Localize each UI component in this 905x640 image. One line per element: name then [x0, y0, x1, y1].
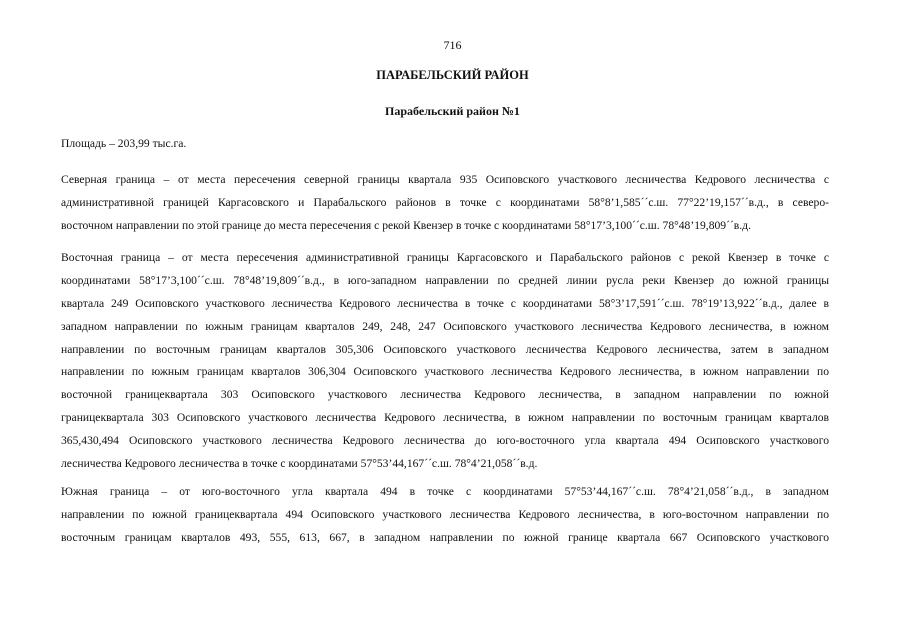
subsection-title: Парабельский район №1: [385, 104, 520, 118]
east-border-line: направлении по восточным границам кварталов 305,306 Осиповского участкового лесничества Кедрового лесничества, затем в западном: [61, 342, 829, 356]
north-border-line: восточном направлении по этой границе до места пересечения с рекой Квензер в точке с координатами 58°17’3,100´´с.ш. 78°48’19,809´´в.д.: [61, 218, 751, 232]
north-border-line: административной границей Каргасовского и Парабальского районов в точке с координатами 58°8’1,585´´с.ш. 77°22’19,157´´в.д., в северо-: [61, 195, 829, 209]
area-paragraph: [61, 133, 829, 156]
east-border-line: лесничества Кедрового лесничества в точке с координатами 57°53’44,167´´с.ш. 78°4’21,058´´в.д.: [61, 457, 538, 471]
section-title: ПАРАБЕЛЬСКИЙ РАЙОН: [376, 68, 529, 82]
east-border-line: 365,430,494 Осиповского участкового лесничества Кедрового лесничества до юго-восточного угла квартала 494 Осиповского участкового: [61, 434, 829, 448]
south-border-line: направлении по южной границеквартала 494 Осиповского участкового лесничества Кедрового лесничества, в юго-восточном направлении по: [61, 507, 829, 521]
east-border-line: направлении по южным границам кварталов 306,304 Осиповского участкового лесничества Кедрового лесничества, в южном направлении по: [61, 365, 829, 379]
area-line: Площадь – 203,99 тыс.га.: [61, 137, 187, 150]
south-border-paragraph: [61, 481, 829, 550]
east-border-line: западном направлении по южным границам кварталов 249, 248, 247 Осиповского участкового лесничества Кедрового лесничества, в южном: [61, 319, 829, 333]
east-border-paragraph: [61, 247, 829, 476]
east-border-line: восточной границеквартала 303 Осиповского участкового лесничества Кедрового лесничества, в западном направлении по южной: [61, 388, 829, 402]
north-border-line: Северная граница – от места пересечения северной границы квартала 935 Осиповского участкового лесничества Кедрового лесничества с: [61, 173, 829, 186]
east-border-line: границеквартала 303 Осиповского участкового лесничества Кедрового лесничества, в южном направлении по восточным границам кварталов: [61, 411, 829, 425]
east-border-line: координатами 58°17’3,100´´с.ш. 78°48’19,809´´в.д., в юго-западном направлении по средней линии русла реки Квензер до южной границы: [61, 273, 829, 287]
east-border-line: квартала 249 Осиповского участкового лесничества Кедрового лесничества в точке с координатами 58°3’17,591´´с.ш. 78°19’13,922´´в.д., далее в: [61, 296, 829, 310]
south-border-line: Южная граница – от юго-восточного угла квартала 494 в точке с координатами 57°53’44,167´´с.ш. 78°4’21,058´´в.д., в западном: [61, 485, 829, 498]
south-border-line: восточным границам кварталов 493, 555, 613, 667, в западном направлении по южной границе квартала 667 Осиповского участкового: [61, 530, 829, 544]
page-number: 716: [443, 38, 462, 52]
north-border-paragraph: [61, 169, 829, 238]
east-border-line: Восточная граница – от места пересечения административной границы Каргасовского и Парабальского районов с рекой Квензер в точке с: [61, 251, 829, 264]
